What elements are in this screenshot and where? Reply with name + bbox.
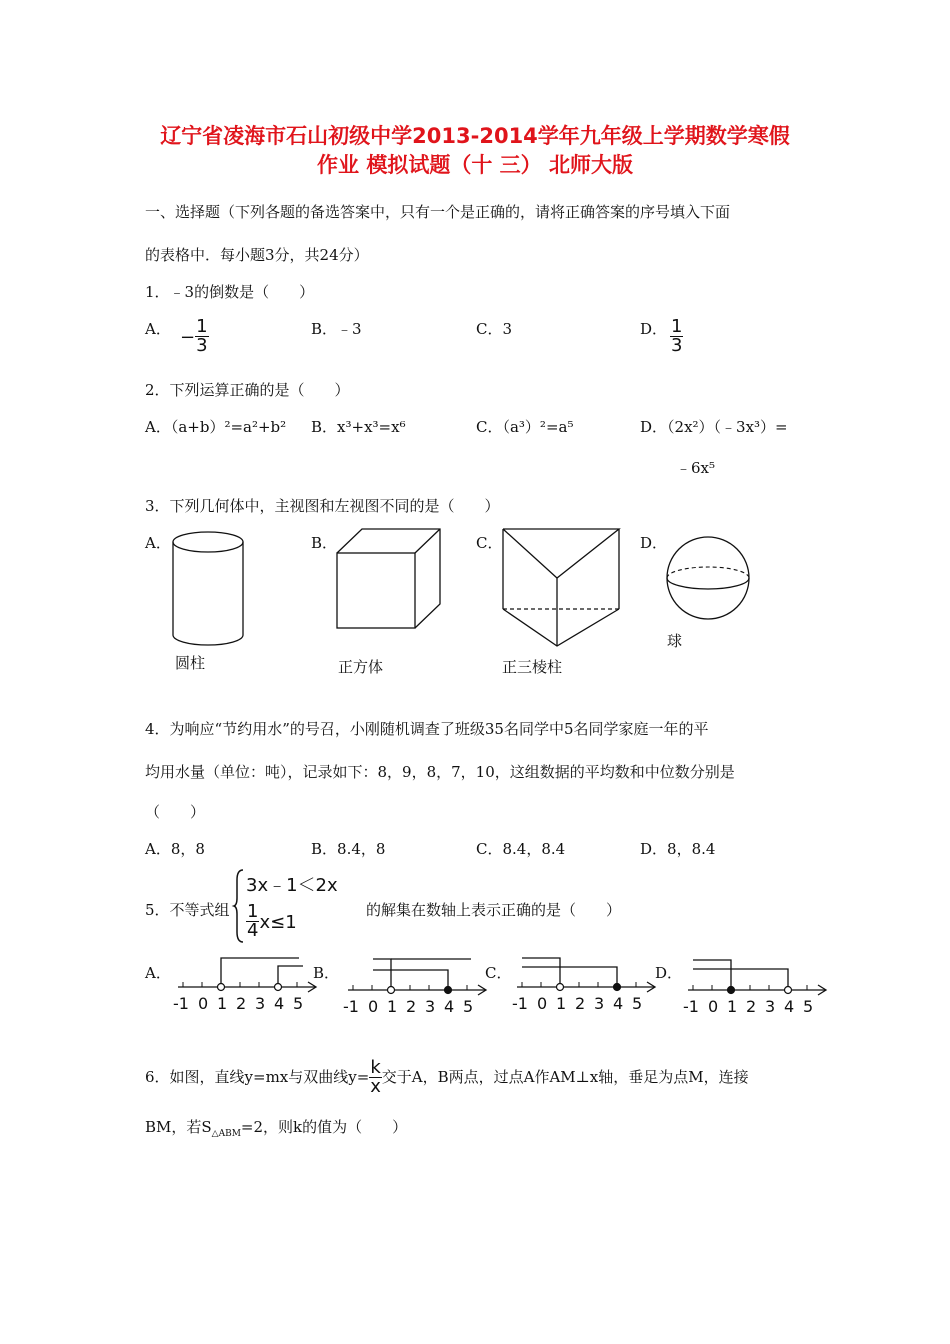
sphere-caption: 球 [667,632,683,650]
q2-option-d: D．（2x²）（﹣3x³）= [640,418,788,436]
q4-option-a: A．8，8 [145,840,205,858]
q1-option-a-label: A． [145,320,171,338]
q1-a-numerator: 1 [196,316,208,337]
q1-option-b: B．﹣3 [311,320,362,338]
q1-stem: 1．﹣3的倒数是（ ） [145,283,315,301]
q6-numerator: k [370,1057,381,1078]
cylinder-figure [170,530,246,648]
q5-option-b-label: B． [313,964,340,982]
number-line-a: -1 0 1 2 3 4 5 [173,955,323,1015]
q2-option-d-continued: ﹣6x⁵ [676,459,716,477]
number-line-d: -1 0 1 2 3 4 5 [683,957,833,1017]
triangular-prism-figure [501,526,621,650]
sphere-figure [665,533,751,623]
doc-title-line2: 作业 模拟试题（十 三） 北师大版 [317,153,633,177]
q4-line3: （ ） [145,803,206,821]
cube-caption: 正方体 [338,658,384,676]
q5-option-c-label: C． [485,964,512,982]
q1-a-denominator: 3 [196,335,208,356]
cylinder-caption: 圆柱 [175,654,206,672]
q3-stem: 3．下列几何体中，主视图和左视图不同的是（ ） [145,497,500,515]
q4-option-b: B．8.4，8 [311,840,386,858]
triangular-prism-caption: 正三棱柱 [502,658,563,676]
q4-option-c: C．8.4，8.4 [476,840,566,858]
section-instructions-line2: 的表格中．每小题3分，共24分） [145,246,369,264]
q3-option-a-label: A． [145,534,171,552]
q2-option-a: A．（a+b）²=a²+b² [145,418,287,436]
q5-numerator: 1 [247,901,259,922]
section-instructions-line1: 一、选择题（下列各题的备选答案中，只有一个是正确的，请将正确答案的序号填入下面 [145,203,731,221]
q5-suffix: 的解集在数轴上表示正确的是（ ） [366,901,622,919]
q3-option-b-label: B． [311,534,338,552]
q4-option-d: D．8，8.4 [640,840,716,858]
q3-option-c-label: C． [476,534,503,552]
number-line-b: -1 0 1 2 3 4 5 [343,957,493,1017]
q5-option-a-label: A． [145,964,171,982]
q6-part1: 6．如图，直线y=mx与双曲线y= [145,1068,370,1086]
q1-d-denominator: 3 [671,335,683,356]
q5-inequality-1: 3x﹣1＜2x [246,875,338,896]
q3-option-d-label: D． [640,534,668,552]
q6-line2: BM，若$S_{\triangle ABM}=2$，则k的值为（ ） [145,1118,408,1139]
q1-option-c: C．3 [476,320,513,338]
q1-d-numerator: 1 [671,316,683,337]
q5-prefix: 5．不等式组 [145,901,230,919]
q5-denominator: 4 [247,920,259,941]
q4-line1: 4．为响应“节约用水”的号召，小刚随机调查了班级35名同学中5名同学家庭一年的平 [145,720,709,738]
q2-option-b: B．x³+x³=x⁶ [311,418,406,436]
q2-option-c: C．（a³）²=a⁵ [476,418,574,436]
q4-line2: 均用水量（单位：吨），记录如下：8，9，8，7，10，这组数据的平均数和中位数分别是 [145,763,735,781]
q5-option-d-label: D． [655,964,683,982]
q1-option-d-label: D． [640,320,668,338]
doc-title-line1: 辽宁省凌海市石山初级中学2013-2014学年九年级上学期数学寒假 [160,124,790,148]
q6-part2: 交于A，B两点，过点A作AM⊥x轴，垂足为点M，连接 [381,1068,749,1086]
q5-inequality-2-rest: x≤1 [259,912,297,933]
q6-subscript: △ABM [211,1129,241,1139]
q1-option-a [180,318,209,355]
q2-stem: 2．下列运算正确的是（ ） [145,381,350,399]
q1-option-d [670,318,683,355]
q5-inequality-2 [246,903,297,940]
cube-figure [334,528,444,630]
number-line-c: -1 0 1 2 3 4 5 [512,955,662,1015]
q6-denominator: x [370,1076,381,1097]
q6-line1 [145,1059,749,1096]
system-brace [234,868,244,944]
minus-sign: − [180,327,196,348]
